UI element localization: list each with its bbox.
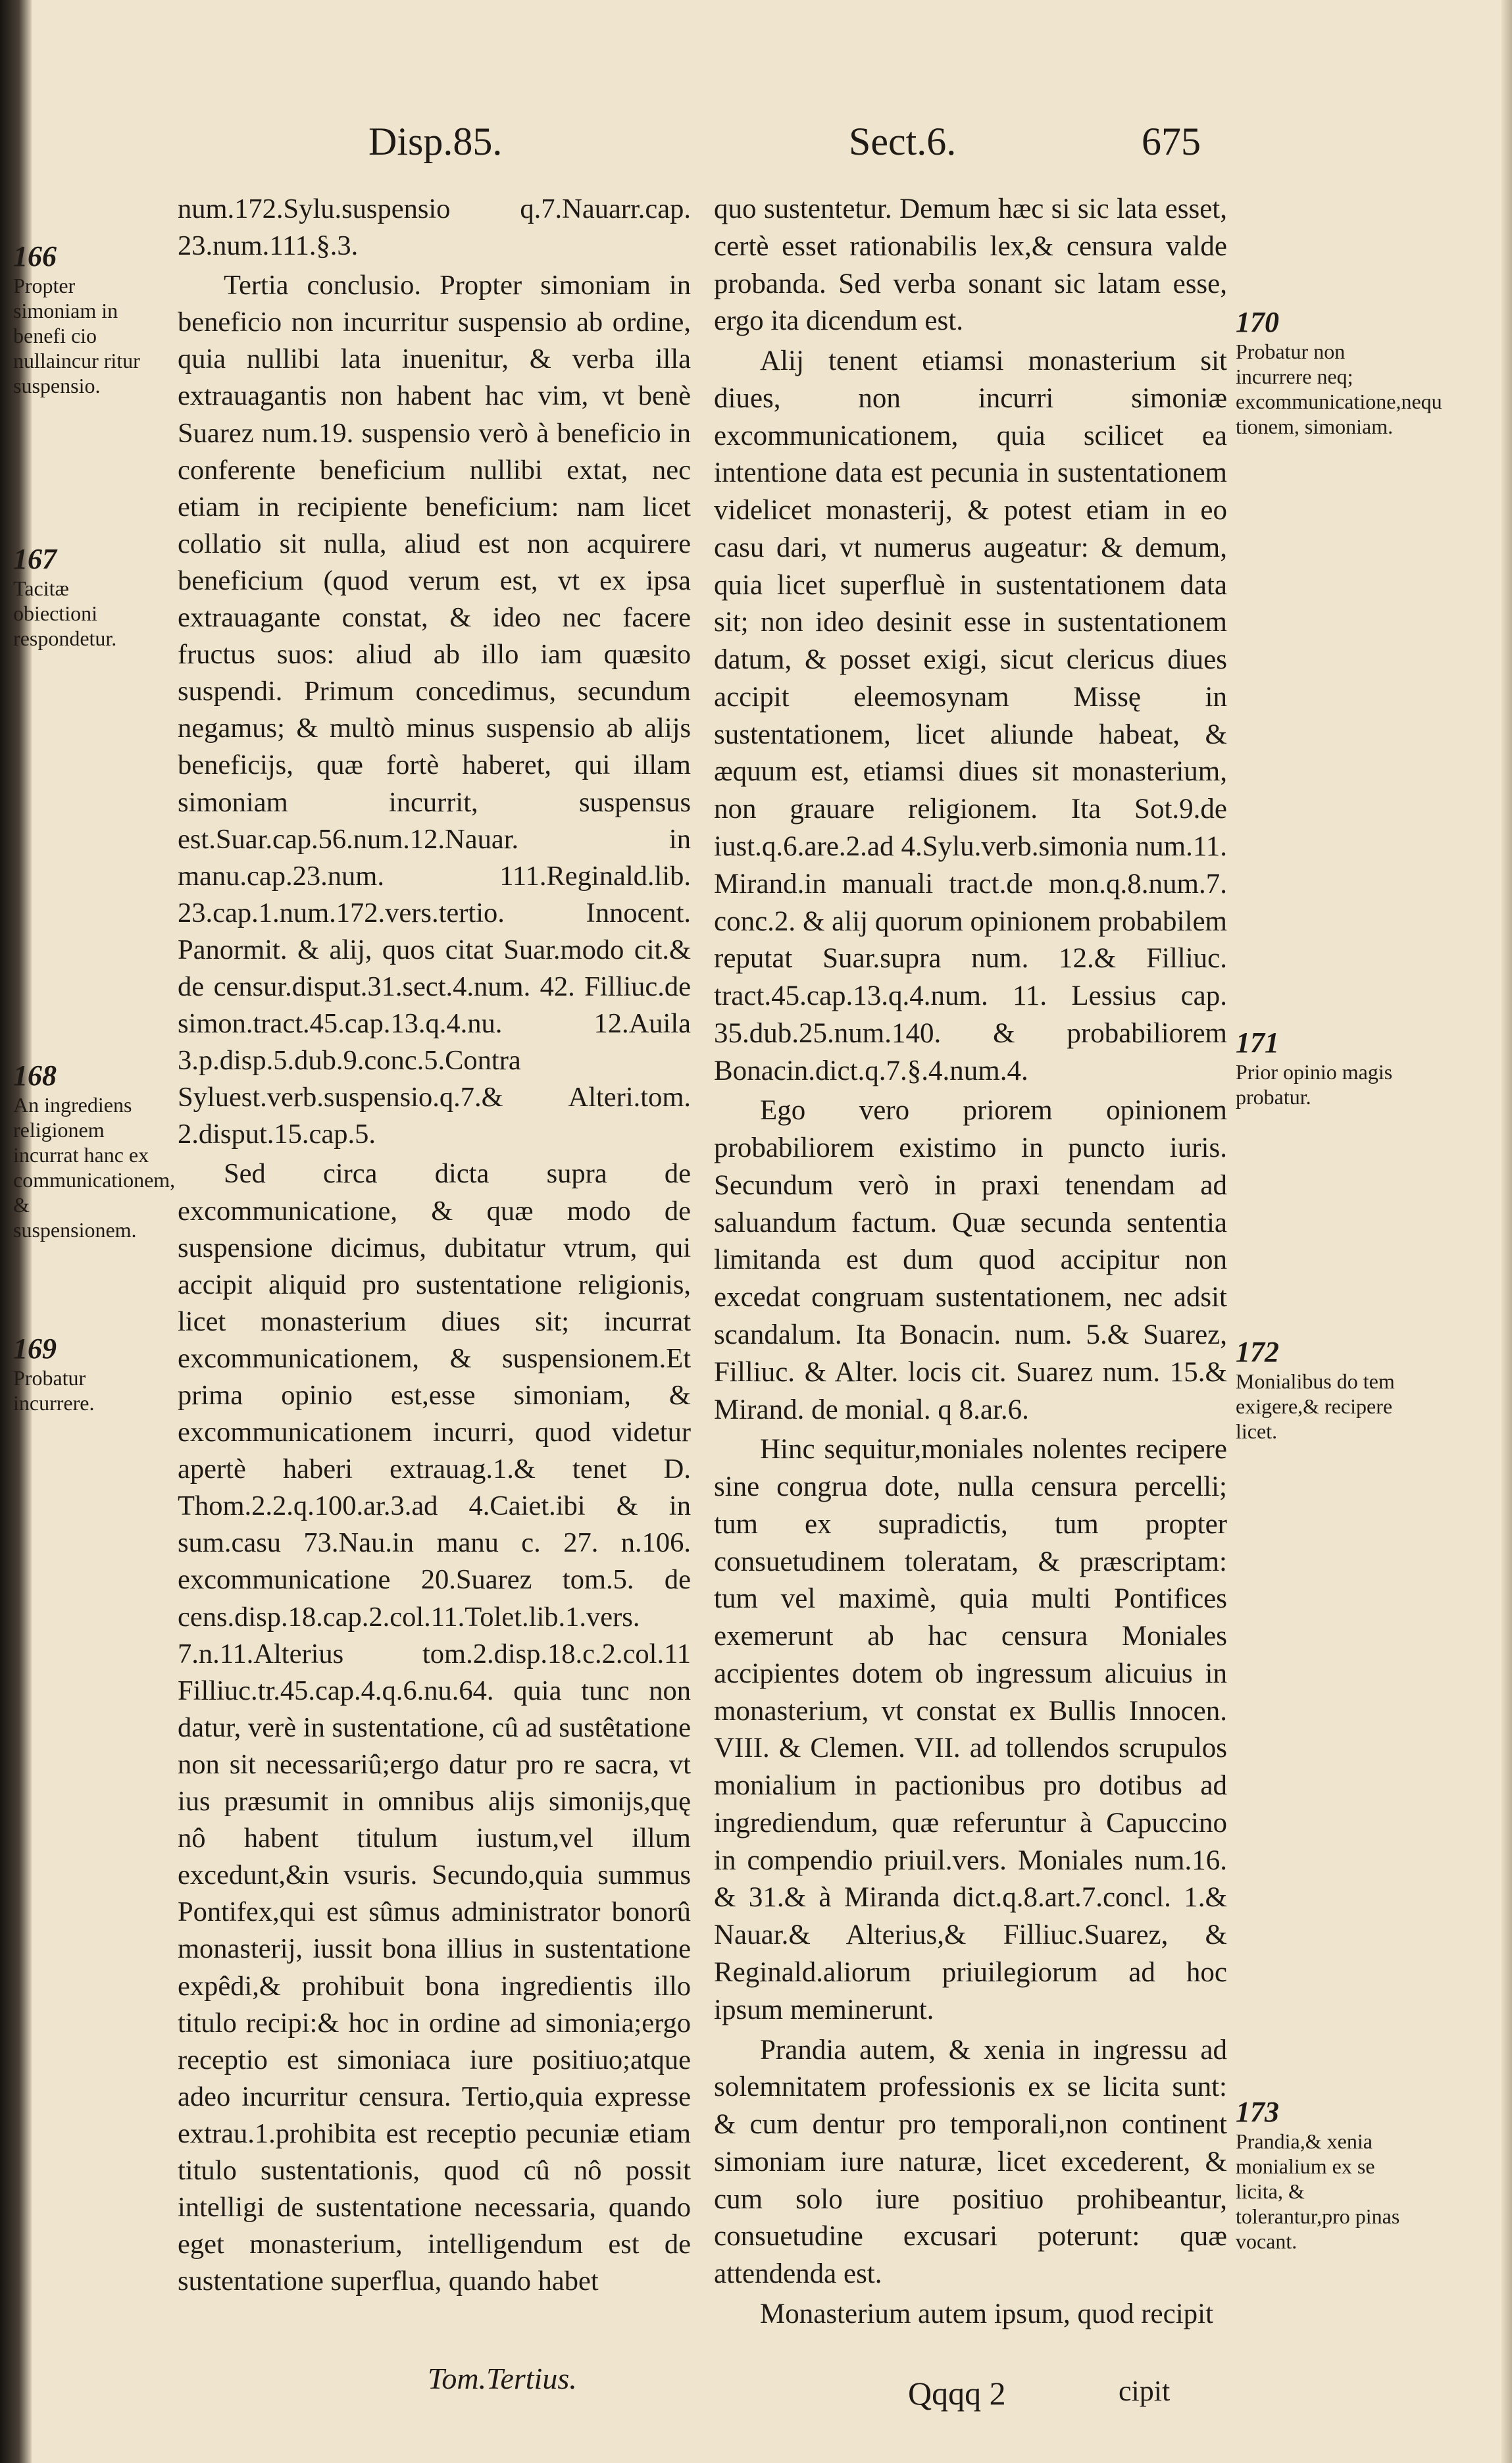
margin-note-text: Prior opinio magis probatur. <box>1236 1060 1393 1109</box>
paragraph: Ego vero priorem opinionem probabiliorem existimo in puncto iuris. Secundum verò in praxi tenendam ad saluandum factum. Quæ secunda sententia limitanda est dum quod accipitur non excedat congruam sustentationem, nec adsit scandalum. Ita Bonacin. num. 5.& Suarez, Filliuc. & Alter. locis cit. Suarez num. 15.& Mirand. de monial. q 8.ar.6. <box>714 1095 1227 1425</box>
gathering-signature: Qqqq 2 <box>908 2375 1006 2412</box>
margin-note-167 <box>13 543 158 651</box>
running-head-section: Sect.6. <box>849 120 957 163</box>
paragraph: Monasterium autem ipsum, quod recipit <box>760 2298 1214 2329</box>
running-head-disputation: Disp.85. <box>368 120 503 163</box>
paragraph: quo sustentetur. Demum hæc si sic lata esset, certè esset rationabilis lex,& censura valde probanda. Sed verba sonant sic latam esse, ergo ita dicendum est. <box>714 193 1227 337</box>
margin-note-text: Probatur non incurrere neq; excommunicatione,nequ tionem, simoniam. <box>1236 340 1442 438</box>
margin-note-171 <box>1236 1027 1400 1109</box>
page-number: 675 <box>1142 120 1201 163</box>
paragraph: Prandia autem, & xenia in ingressu ad solemnitatem professionis ex se licita sunt: & cum dentur pro temporali,non continent simoniam iure naturæ, licet excederent, & cum solo iure positiuo prohibeantur, consuetudine excusari poterunt: quæ attendenda est. <box>714 2034 1227 2290</box>
margin-note-172 <box>1236 1336 1400 1444</box>
margin-note-number: 172 <box>1236 1336 1279 1368</box>
margin-note-text: An ingrediens religionem incurrat hanc ex communicationem, & suspensionem. <box>13 1093 176 1242</box>
margin-note-170 <box>1236 306 1442 439</box>
catchword: cipit <box>1119 2375 1171 2407</box>
paragraph: Alij tenent etiamsi monasterium sit diues, non incurri simoniæ excommunicationem, quia scilicet ea intentione data est pecunia in sustentationem videlicet monasterij, & potest etiam in eo casu dari, vt numerus augeatur: & demum, quia licet superfluè in sustentationem data sit; non ideo desinit esse in sustentationem datum, & posset exigi, sicut clericus diues accipit eleemosynam Missę in sustentationem, licet aliunde habeat, & æquum est, etiamsi diues sit monasterium, non grauare religionem. Ita Sot.9.de iust.q.6.are.2.ad 4.Sylu.verb.simonia num.11. Mirand.in manuali tract.de mon.q.8.num.7. conc.2. & alij quorum opinionem probabilem reputat Suar.supra num. 12.& Filliuc. tract.45.cap.13.q.4.num. 11. Lessius cap. 35.dub.25.num.140. & probabiliorem Bonacin.dict.q.7.§.4.num.4. <box>714 345 1227 1086</box>
paragraph: Tertia conclusio. Propter simoniam in beneficio non incurritur suspensio ab ordine, quia nullibi lata inuenitur, & verba illa extrauagantis non habent hac vim, vt benè Suarez num.19. suspensio verò à beneficio in conferente beneficium nullibi extat, nec etiam in recipiente beneficium: nam licet collatio sit nulla, aliud est non acquirere beneficium (quod verum est, vt ex ipsa extrauagante constat, & ideo nec facere fructus suos: aliud ab illo iam quæsito suspendi. Primum concedimus, secundum negamus; & multò minus suspensio ab alijs beneficijs, quæ fortè haberet, qui illam simoniam incurrit, suspensus est.Suar.cap.56.num.12.Nauar. in manu.cap.23.num. 111.Reginald.lib. 23.cap.1.num.172.vers.tertio. Innocent. Panormit. & alij, quos citat Suar.modo cit.& de censur.disput.31.sect.4.num. 42. Filliuc.de simon.tract.45.cap.13.q.4.nu. 12.Auila 3.p.disp.5.dub.9.conc.5.Contra Syluest.verb.suspensio.q.7.& Alteri.tom. 2.disput.15.cap.5. <box>178 270 691 1150</box>
margin-note-text: Tacitæ obiectioni respondetur. <box>13 576 117 650</box>
paragraph: num.172.Sylu.suspensio q.7.Nauarr.cap. 23.num.111.§.3. <box>178 193 691 262</box>
margin-note-166 <box>13 240 158 398</box>
margin-note-number: 167 <box>13 543 57 575</box>
margin-note-text: Monialibus do tem exigere,& recipere licet. <box>1236 1369 1395 1443</box>
margin-note-number: 169 <box>13 1333 57 1365</box>
volume-signature: Tom.Tertius. <box>428 2362 577 2395</box>
margin-note-number: 168 <box>13 1059 57 1092</box>
margin-note-text: Probatur incurrere. <box>13 1366 95 1415</box>
margin-note-text: Propter simoniam in benefi cio nullaincur ritur suspensio. <box>13 274 140 397</box>
paragraph: Hinc sequitur,moniales nolentes recipere sine congrua dote, nulla censura percelli; tum ex supradictis, tum propter consuetudinem toleratam, & præscriptam: tum vel maximè, quia multi Pontifices exemerunt ab hac censura Moniales accipientes dotem ob ingressum alicuius in monasterium, vt constat ex Bullis Innocen. VIII. & Clemen. VII. ad tollendos scrupulos monialium in pactionibus pro dotibus ad ingrediendum, quæ referuntur à Capuccino in compendio priuil.vers. Moniales num.16. & 31.& à Miranda dict.q.8.art.7.concl. 1.& Nauar.& Alterius,& Filliuc.Suarez, & Reginald.aliorum priuilegiorum ad hoc ipsum meminerunt. <box>714 1434 1227 2025</box>
margin-note-number: 173 <box>1236 2096 1279 2128</box>
margin-note-number: 171 <box>1236 1027 1279 1059</box>
margin-note-173 <box>1236 2096 1400 2254</box>
page-edge <box>1501 0 1512 2463</box>
margin-note-168 <box>13 1059 176 1242</box>
left-text-column <box>178 191 691 2302</box>
paragraph: Sed circa dicta supra de excommunicatione, & quæ modo de suspensione dicimus, dubitatur vtrum, qui accipit aliquid pro sustentatione religionis, licet monasterium diues sit; incurrat excommunicationem, & suspensionem.Et prima opinio est,esse simoniam, & excommunicationem incurri, quod videtur apertè haberi extrauag.1.& tenet D. Thom.2.2.q.100.ar.3.ad 4.Caiet.ibi & in sum.casu 73.Nau.in manu c. 27. n.106. excommunicatione 20.Suarez tom.5. de cens.disp.18.cap.2.col.11.Tolet.lib.1.vers. 7.n.11.Alterius tom.2.disp.18.c.2.col.11 Filliuc.tr.45.cap.4.q.6.nu.64. quia tunc non datur, verè in sustentatione, cû ad sustêtatione non sit necessariû;ergo datur pro re sacra, vt ius præsumit in omnibus alijs simonijs,quę nô habent titulum iustum,vel illum excedunt,&in vsuris. Secundo,quia summus Pontifex,qui est sûmus administrator bonorû monasterij, iussit bona illius in sustentatione expêdi,& prohibuit bona ingredientis illo titulo recipi:& hoc in ordine ad simonia;ergo receptio est simoniaca iure positiuo;atque adeo incurritur censura. Tertio,quia expresse extrau.1.prohibita est receptio pecuniæ etiam titulo sustentationis, quod cû nô possit intelligi de sustentatione necessaria, quando eget monasterium, intelligendum est de sustentatione superflua, quando habet <box>178 1158 691 2297</box>
margin-note-number: 170 <box>1236 306 1279 338</box>
margin-note-number: 166 <box>13 240 57 272</box>
margin-note-169 <box>13 1333 158 1415</box>
right-text-column <box>714 191 1227 2336</box>
margin-note-text: Prandia,& xenia monialium ex se licita, & tolerantur,pro pinas vocant. <box>1236 2129 1400 2253</box>
